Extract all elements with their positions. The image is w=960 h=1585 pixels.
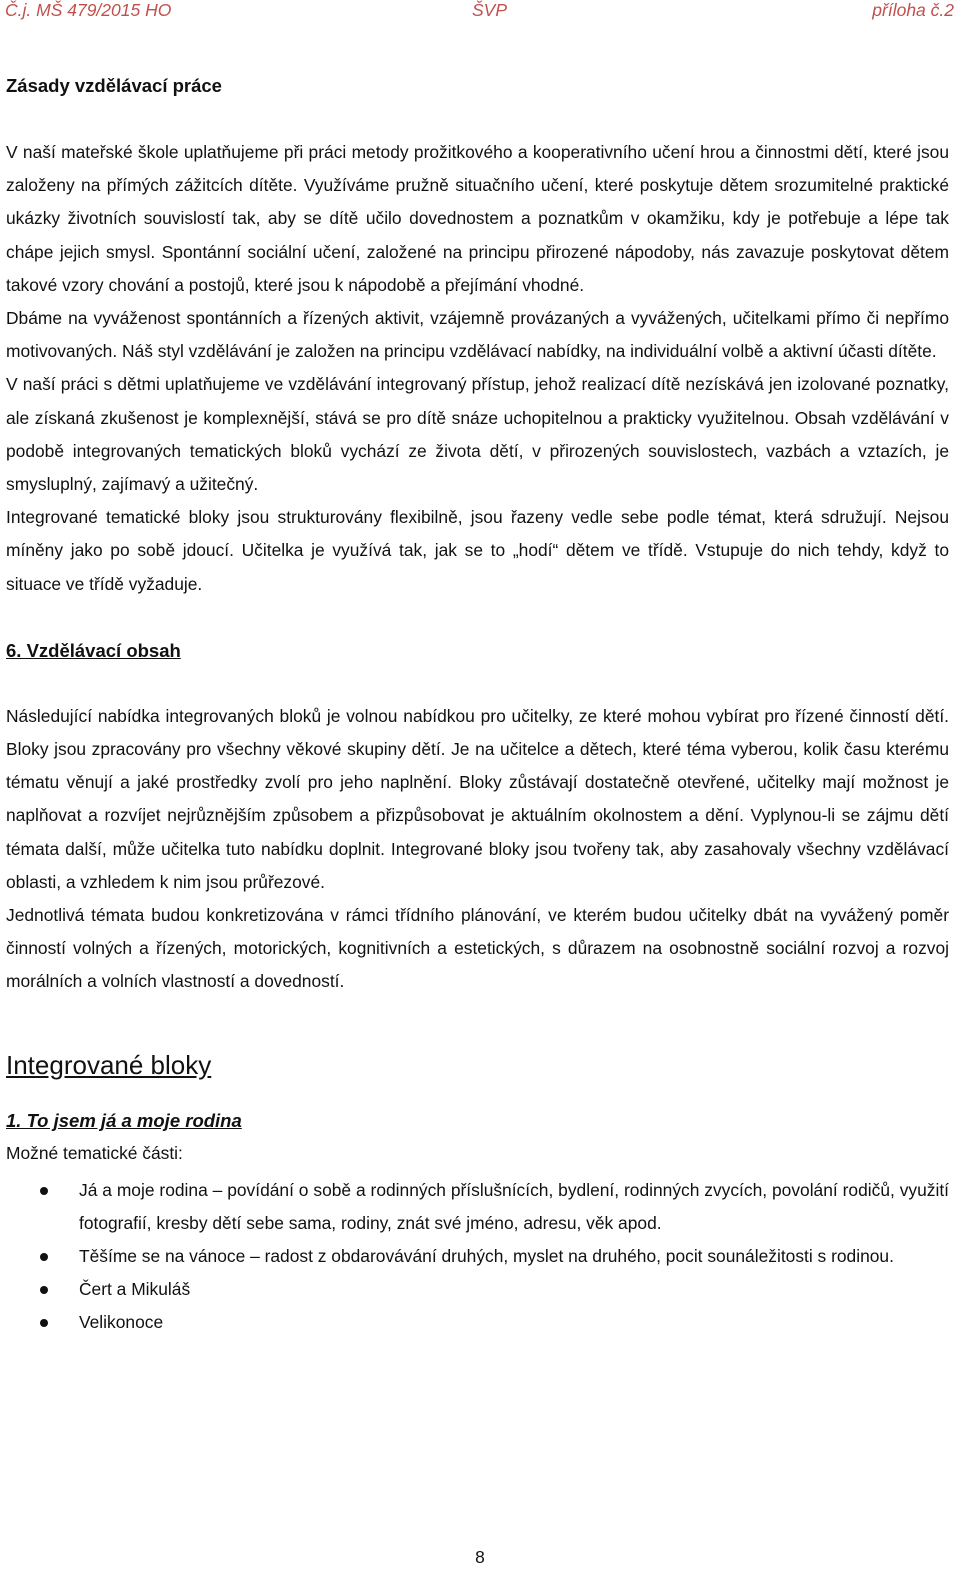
chapter-title: 6. Vzdělávací obsah [6,639,181,661]
topic-text: Já a moje rodina – povídání o sobě a rodinných příslušnících, bydlení, rodinných zvycích, povolání rodičů, využití fotografií, kresby dětí sebe sama, rodiny, znát své jméno, adresu, věk apod. [79,1179,949,1233]
header-attachment-label: příloha č.2 [872,0,954,20]
header-document-code: ŠVP [472,0,508,20]
section-body [6,136,949,601]
page-header [0,0,954,26]
bullet-icon [40,1319,48,1327]
section-paragraph: Integrované tematické bloky jsou strukturovány flexibilně, jsou řazeny vedle sebe podle témat, která sdružují. Nejsou míněny jako po sobě jdoucí. Učitelka je využívá tak, jak se to „hodí“ dětem ve třídě. Vstupuje do nich tehdy, když to situace ve třídě vyžaduje. [6,507,949,594]
topic-item [6,1306,949,1339]
chapter-paragraph: Následující nabídka integrovaných bloků je volnou nabídkou pro učitelky, ze které mohou vybírat pro řízené činností dětí. Bloky jsou zpracovány pro všechny věkové skupiny dětí. Je na učitelce a dětech, které téma vyberou, kolik času kterému tématu věnují a jaké prostředky zvolí pro jeho naplnění. Bloky zůstávají dostatečně otevřené, učitelky mají možnost je naplňovat a rozvíjet nejrůznějším způsobem a přizpůsobovat je aktuálním okolnostem a dění. Vyplynou-li se zájmu dětí témata další, může učitelka tuto nabídku doplnit. Integrované bloky jsou tvořeny tak, aby zasahovaly všechny vzdělávací oblasti, a vzhledem k nim jsou průřezové. [6,705,949,892]
bullet-icon [40,1253,48,1261]
page-number: 8 [475,1547,485,1567]
bullet-icon [40,1286,48,1294]
topics-list [6,1174,949,1340]
header-reference-number: Č.j. MŠ 479/2015 HO [5,0,172,20]
page-content [6,72,949,1340]
topic-text: Velikonoce [79,1312,164,1333]
blocks-heading: Integrované bloky [6,1049,212,1080]
topic-text: Těšíme se na vánoce – radost z obdarovávání druhých, myslet na druhého, pocit sounáležitosti s rodinou. [79,1246,894,1267]
chapter-paragraph: Jednotlivá témata budou konkretizována v rámci třídního plánování, ve kterém budou učitelky dbát na vyvážený poměr činností volných a řízených, motorických, kognitivních a estetických, s důrazem na osobnostně sociální rozvoj a rozvoj morálních a volních vlastností a dovedností. [6,905,949,992]
topic-item [6,1273,949,1306]
block-title: 1. To jsem já a moje rodina [6,1109,242,1131]
chapter-body [6,700,949,999]
topics-label: Možné tematické části: [6,1142,183,1163]
topic-item [6,1174,949,1240]
section-paragraph: Dbáme na vyváženost spontánních a řízených aktivit, vzájemně provázaných a vyvážených, učitelkami přímo či nepřímo motivovaných. Náš styl vzdělávání je založen na principu vzdělávací nabídky, na individuální volbě a aktivní účasti dítěte. [6,308,949,362]
topic-text: Čert a Mikuláš [79,1279,191,1300]
topic-item [6,1240,949,1273]
section-title: Zásady vzdělávací práce [6,75,222,96]
section-paragraph: V naší mateřské škole uplatňujeme při práci metody prožitkového a kooperativního učení hrou a činnostmi dětí, které jsou založeny na přímých zážitcích dítěte. Využíváme pružně situačního učení, které poskytuje dětem srozumitelné praktické ukázky životních souvislostí tak, aby se dítě učilo dovednostem a poznatkům v okamžiku, kdy je potřebuje a lépe tak chápe jejich smysl. Spontánní sociální učení, založené na principu přirozené nápodoby, nás zavazuje poskytovat dětem takové vzory chování a postojů, které jsou k nápodobě a přejímání vhodné. [6,142,949,295]
section-paragraph: V naší práci s dětmi uplatňujeme ve vzdělávání integrovaný přístup, jehož realizací dítě nezískává jen izolované poznatky, ale získaná zkušenost je komplexnější, stává se pro dítě snáze uchopitelnou a prakticky využitelnou. Obsah vzdělávání v podobě integrovaných tematických bloků vychází ze života dětí, v přirozených souvislostech, vazbách a vztazích, je smysluplný, zajímavý a užitečný. [6,374,949,495]
bullet-icon [40,1187,48,1195]
